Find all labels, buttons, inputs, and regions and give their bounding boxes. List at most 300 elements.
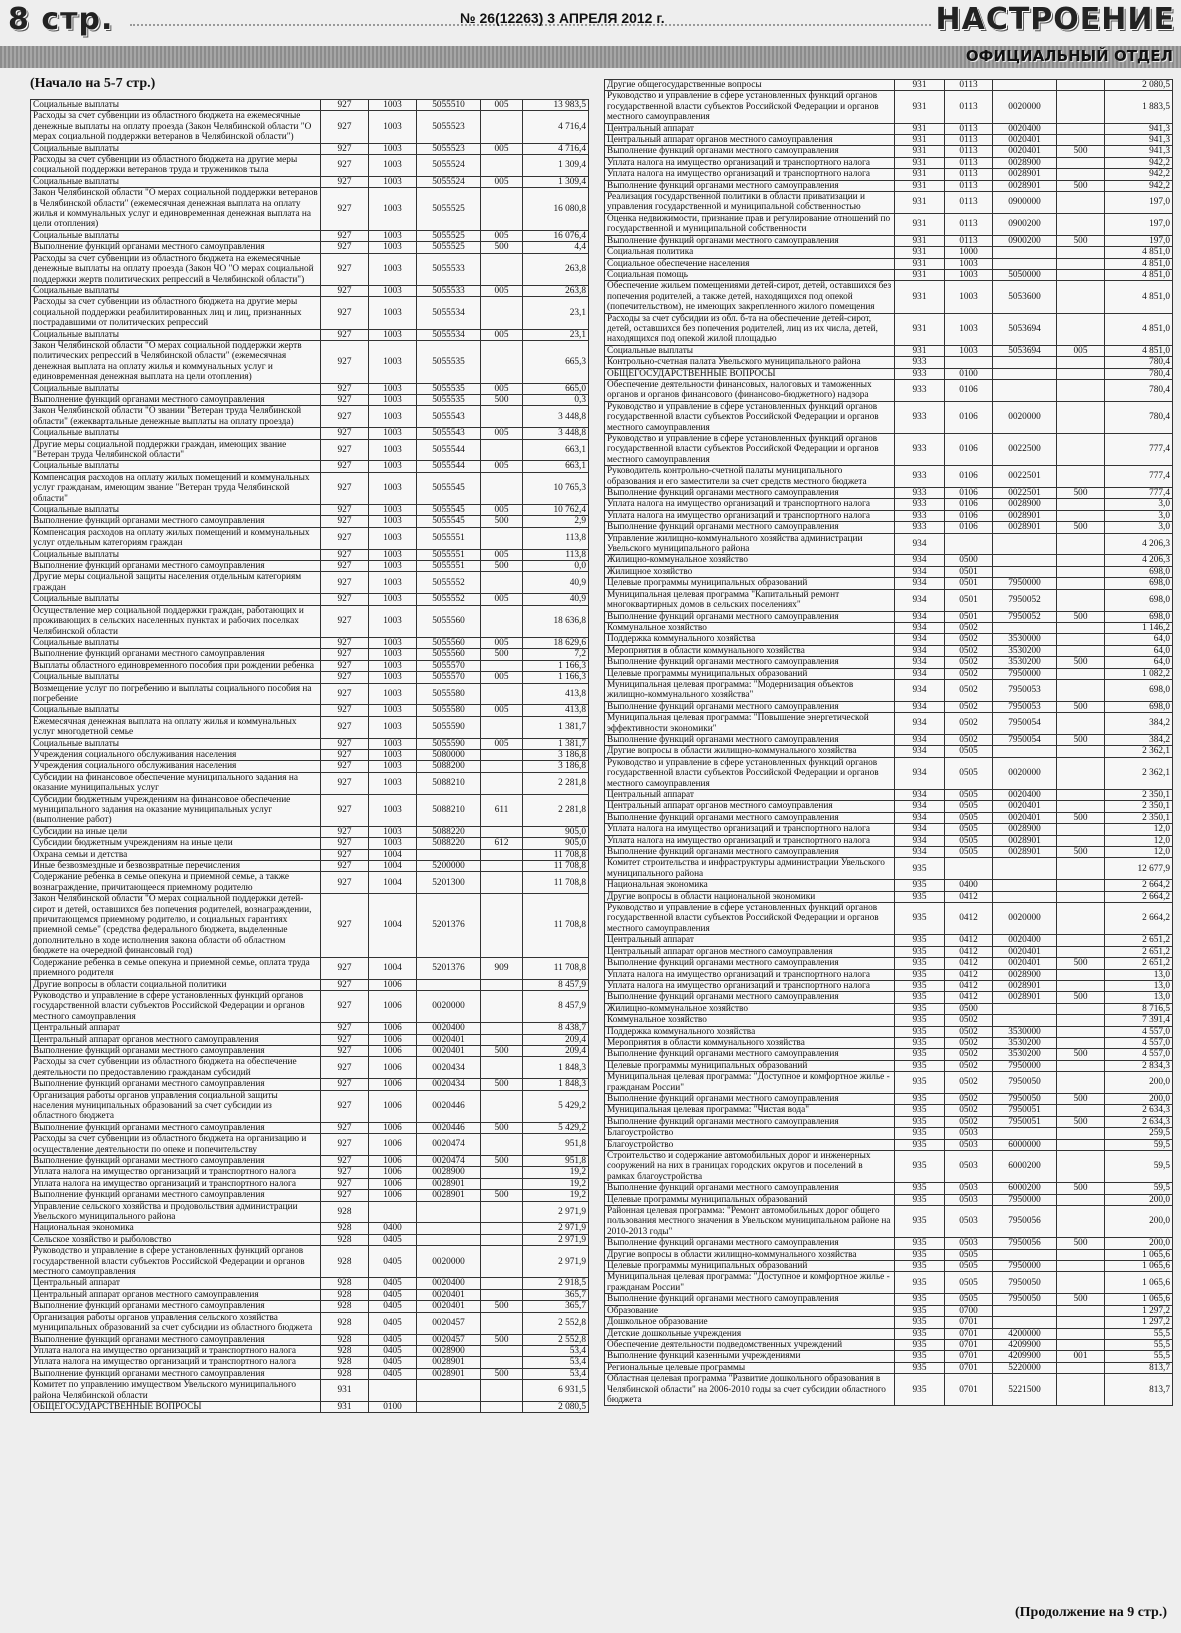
admin-code: 927 [321, 253, 369, 285]
amount: 12,0 [1105, 835, 1173, 846]
target-article [993, 379, 1057, 401]
admin-code: 927 [321, 826, 369, 837]
amount: 16 080,8 [523, 188, 589, 231]
section-code: 0701 [945, 1351, 993, 1362]
table-row [31, 838, 589, 849]
amount: 40,9 [523, 594, 589, 605]
item-name: Обеспечение деятельности финансовых, налоговых и таможенных органов и органов финансового (финансово-бюджетного) надзора [605, 379, 895, 401]
table-row [605, 668, 1173, 679]
section-code: 1006 [369, 1023, 417, 1034]
item-name: Содержание ребенка в семье опекуна и приемной семье, а также вознаграждение, причитающееся приемному родителю [31, 872, 321, 894]
target-article: 3530200 [993, 1049, 1057, 1060]
expense-type [1057, 192, 1105, 214]
admin-code: 935 [895, 1317, 945, 1328]
section-code: 1003 [369, 527, 417, 549]
target-article [993, 880, 1057, 891]
target-article: 7950050 [993, 1072, 1057, 1094]
amount: 53,4 [523, 1357, 589, 1368]
expense-type: 500 [481, 1334, 523, 1345]
amount: 2 971,9 [523, 1234, 589, 1245]
item-name: Поддержка коммунального хозяйства [605, 634, 895, 645]
item-name: Центральный аппарат [31, 1023, 321, 1034]
admin-code: 934 [895, 801, 945, 812]
item-name: Выполнение функций органами местного самоуправления [605, 522, 895, 533]
expense-type: 005 [481, 230, 523, 241]
table-row [31, 1278, 589, 1289]
expense-type [481, 297, 523, 329]
item-name: Целевые программы муниципальных образований [605, 668, 895, 679]
table-row [605, 235, 1173, 246]
table-row [605, 1351, 1173, 1362]
expense-type [1057, 891, 1105, 902]
table-row [605, 146, 1173, 157]
amount: 4 716,4 [523, 111, 589, 143]
amount: 777,4 [1105, 466, 1173, 488]
amount: 59,5 [1105, 1183, 1173, 1194]
item-name: Благоустройство [605, 1128, 895, 1139]
section-code: 1006 [369, 1122, 417, 1133]
admin-code: 927 [321, 176, 369, 187]
table-row [605, 1072, 1173, 1094]
target-article: 5201300 [417, 872, 481, 894]
amount: 259,5 [1105, 1128, 1173, 1139]
target-article [993, 80, 1057, 91]
item-name: Дошкольное образование [605, 1317, 895, 1328]
item-name: Субсидии на иные цели [31, 826, 321, 837]
section-code: 1000 [945, 247, 993, 258]
target-article [417, 1223, 481, 1234]
target-article: 0020457 [417, 1312, 481, 1334]
table-row [605, 1261, 1173, 1272]
amount: 2 362,1 [1105, 757, 1173, 789]
item-name: Субсидии бюджетным учреждениям на финансовое обеспечение муниципального задания на оказание муниципальных услуг (выполнение работ) [31, 794, 321, 826]
expense-type [481, 155, 523, 177]
amount: 1 297,2 [1105, 1305, 1173, 1316]
table-row [31, 1045, 589, 1056]
table-row [31, 957, 589, 979]
amount: 16 076,4 [523, 230, 589, 241]
admin-code: 927 [321, 100, 369, 111]
amount: 2 664,2 [1105, 903, 1173, 935]
section-code: 1003 [369, 605, 417, 637]
expense-type [481, 1201, 523, 1223]
admin-code: 934 [895, 533, 945, 555]
expense-type [481, 990, 523, 1022]
section-code: 1003 [369, 549, 417, 560]
item-name: Социальные выплаты [31, 383, 321, 394]
expense-type: 005 [481, 329, 523, 340]
admin-code: 931 [895, 123, 945, 134]
section-code: 1003 [369, 253, 417, 285]
target-article: 5055525 [417, 188, 481, 231]
item-name: Социальные выплаты [31, 176, 321, 187]
target-article: 3530000 [993, 634, 1057, 645]
section-code: 0106 [945, 401, 993, 433]
amount: 3,0 [1105, 510, 1173, 521]
amount: 263,8 [523, 253, 589, 285]
target-article: 0020401 [993, 146, 1057, 157]
table-row [31, 1401, 589, 1412]
amount: 200,0 [1105, 1093, 1173, 1104]
item-name: Выполнение функций органами местного самоуправления [605, 1116, 895, 1127]
table-row [31, 1079, 589, 1090]
table-row [605, 192, 1173, 214]
item-name: Руководство и управление в сфере установленных функций органов государственной власти субъектов Российской Федерации и органов местного самоуправления [605, 757, 895, 789]
target-article: 7950050 [993, 1093, 1057, 1104]
amount: 1 146,2 [1105, 622, 1173, 633]
admin-code: 935 [895, 1003, 945, 1014]
issue-line: № 26(12263) 3 АПРЕЛЯ 2012 г. [460, 10, 665, 26]
target-article: 0020401 [993, 801, 1057, 812]
admin-code: 928 [321, 1357, 369, 1368]
expense-type [481, 683, 523, 705]
item-name: Коммунальное хозяйство [605, 1015, 895, 1026]
item-name: Другие меры социальной защиты населения отдельным категориям граждан [31, 572, 321, 594]
admin-code: 931 [895, 80, 945, 91]
section-code: 1006 [369, 1034, 417, 1045]
expense-type: 500 [1057, 235, 1105, 246]
item-name: Выполнение функций органами местного самоуправления [605, 657, 895, 668]
item-name: Социальное обеспечение населения [605, 258, 895, 269]
target-article: 7950056 [993, 1206, 1057, 1238]
amount: 2 651,2 [1105, 958, 1173, 969]
admin-code: 931 [895, 157, 945, 168]
admin-code: 934 [895, 746, 945, 757]
table-row [605, 734, 1173, 745]
amount: 11 708,8 [523, 894, 589, 957]
amount: 813,7 [1105, 1362, 1173, 1373]
admin-code: 934 [895, 734, 945, 745]
item-name: Социальные выплаты [31, 230, 321, 241]
expense-type: 500 [481, 561, 523, 572]
admin-code: 928 [321, 1223, 369, 1234]
section-code: 1003 [369, 340, 417, 383]
item-name: Выполнение функций органами местного самоуправления [605, 958, 895, 969]
target-article: 0020400 [417, 1278, 481, 1289]
admin-code: 934 [895, 668, 945, 679]
amount: 8 438,7 [523, 1023, 589, 1034]
target-article: 5053600 [993, 281, 1057, 313]
section-code: 0405 [369, 1301, 417, 1312]
expense-type [1057, 1037, 1105, 1048]
table-row [605, 247, 1173, 258]
admin-code: 933 [895, 510, 945, 521]
amount: 200,0 [1105, 1194, 1173, 1205]
amount: 780,4 [1105, 368, 1173, 379]
table-row [31, 605, 589, 637]
admin-code: 931 [321, 1401, 369, 1412]
amount: 663,1 [523, 461, 589, 472]
section-code: 1003 [369, 683, 417, 705]
table-row [605, 935, 1173, 946]
item-name: Закон Челябинской области "О мерах социальной поддержки ветеранов в Челябинской области" (ежемесячная денежная выплата на оплату жилья и коммунальных услуг и единовременная денежная выплата на цели отопления) [31, 188, 321, 231]
amount: 4 557,0 [1105, 1037, 1173, 1048]
amount: 8 457,9 [523, 990, 589, 1022]
table-row [31, 383, 589, 394]
section-code: 1003 [369, 672, 417, 683]
table-row [605, 258, 1173, 269]
expense-type: 005 [481, 461, 523, 472]
expense-type [1057, 969, 1105, 980]
expense-type [481, 1312, 523, 1334]
table-row [605, 1183, 1173, 1194]
expense-type [1057, 668, 1105, 679]
expense-type [481, 1134, 523, 1156]
admin-code: 927 [321, 1079, 369, 1090]
section-code: 0412 [945, 891, 993, 902]
item-name: Детские дошкольные учреждения [605, 1328, 895, 1339]
amount: 13 983,5 [523, 100, 589, 111]
table-row [31, 285, 589, 296]
table-row [605, 1238, 1173, 1249]
amount: 413,8 [523, 683, 589, 705]
table-row [605, 1116, 1173, 1127]
table-row [605, 746, 1173, 757]
item-name: Социальные выплаты [31, 738, 321, 749]
table-row [605, 1362, 1173, 1373]
expense-type: 500 [481, 1079, 523, 1090]
amount: 19,2 [523, 1167, 589, 1178]
section-code [945, 533, 993, 555]
section-code: 0106 [945, 466, 993, 488]
admin-code: 928 [321, 1201, 369, 1223]
item-name: Расходы за счет субсидии из обл. б-та на обеспечение детей-сирот, детей, оставшихся без попечения родителей, лиц из их числа, детей, находящихся под опекой жилой площадью [605, 313, 895, 345]
table-row [605, 903, 1173, 935]
amount: 0,0 [523, 561, 589, 572]
admin-code: 933 [895, 522, 945, 533]
target-article: 0022501 [993, 488, 1057, 499]
target-article: 7950056 [993, 1238, 1057, 1249]
section-code: 0412 [945, 992, 993, 1003]
admin-code: 934 [895, 847, 945, 858]
section-code: 0502 [945, 1037, 993, 1048]
target-article: 5080000 [417, 749, 481, 760]
target-article [993, 746, 1057, 757]
item-name: Муниципальная целевая программа: "Чистая вода" [605, 1105, 895, 1116]
item-name: Другие вопросы в области национальной экономики [605, 891, 895, 902]
admin-code: 927 [321, 394, 369, 405]
table-row [31, 516, 589, 527]
admin-code: 927 [321, 505, 369, 516]
table-row [605, 555, 1173, 566]
amount: 1 065,6 [1105, 1294, 1173, 1305]
admin-code: 927 [321, 561, 369, 572]
admin-code: 931 [895, 235, 945, 246]
target-article: 7950052 [993, 611, 1057, 622]
target-article: 7950050 [993, 1294, 1057, 1305]
section-code: 0113 [945, 213, 993, 235]
expense-type [1057, 589, 1105, 611]
item-name: ОБЩЕГОСУДАРСТВЕННЫЕ ВОПРОСЫ [31, 1401, 321, 1412]
amount: 5 429,2 [523, 1122, 589, 1133]
section-code: 0502 [945, 1049, 993, 1060]
admin-code: 931 [895, 213, 945, 235]
table-row [31, 1312, 589, 1334]
section-code: 1003 [369, 472, 417, 504]
target-article: 7950000 [993, 1261, 1057, 1272]
section-code: 1006 [369, 1156, 417, 1167]
amount: 941,3 [1105, 146, 1173, 157]
admin-code: 927 [321, 1122, 369, 1133]
continued-to-note: (Продолжение на 9 стр.) [1015, 1605, 1167, 1620]
table-row [31, 649, 589, 660]
item-name: Целевые программы муниципальных образований [605, 578, 895, 589]
admin-code: 927 [321, 979, 369, 990]
table-row [31, 1190, 589, 1201]
admin-code: 934 [895, 645, 945, 656]
table-row [605, 1139, 1173, 1150]
admin-code: 934 [895, 566, 945, 577]
target-article: 7950054 [993, 713, 1057, 735]
table-row [605, 213, 1173, 235]
expense-type [1057, 281, 1105, 313]
table-row [605, 1060, 1173, 1071]
expense-type [1057, 1060, 1105, 1071]
budget-table-right [604, 79, 1173, 1406]
admin-code: 935 [895, 1049, 945, 1060]
item-name: Другие вопросы в области социальной политики [31, 979, 321, 990]
admin-code: 935 [895, 1037, 945, 1048]
section-code: 1003 [369, 111, 417, 143]
admin-code: 935 [895, 1194, 945, 1205]
table-row [31, 826, 589, 837]
admin-code: 927 [321, 990, 369, 1022]
section-code: 0113 [945, 135, 993, 146]
admin-code: 935 [895, 980, 945, 991]
admin-code: 927 [321, 872, 369, 894]
item-name: Содержание ребенка в семье опекуна и приемной семье, оплата труда приемного родителя [31, 957, 321, 979]
section-code [945, 357, 993, 368]
target-article: 5200000 [417, 861, 481, 872]
amount: 13,0 [1105, 992, 1173, 1003]
item-name: Другие вопросы в области жилищно-коммунального хозяйства [605, 1249, 895, 1260]
section-code: 0113 [945, 91, 993, 123]
expense-type [481, 849, 523, 860]
section-code: 1003 [369, 329, 417, 340]
expense-type: 001 [1057, 1351, 1105, 1362]
item-name: Выполнение функций органами местного самоуправления [605, 992, 895, 1003]
item-name: Центральный аппарат [31, 1278, 321, 1289]
target-article: 7950053 [993, 679, 1057, 701]
amount: 780,4 [1105, 401, 1173, 433]
section-code: 0412 [945, 958, 993, 969]
target-article [993, 555, 1057, 566]
section-code: 0701 [945, 1317, 993, 1328]
section-code: 1003 [369, 394, 417, 405]
section-code: 1003 [369, 439, 417, 461]
budget-table-left [30, 99, 589, 1413]
admin-code: 928 [321, 1334, 369, 1345]
section-code: 0503 [945, 1194, 993, 1205]
item-name: Национальная экономика [31, 1223, 321, 1234]
item-name: Выполнение функций органами местного самоуправления [605, 812, 895, 823]
item-name: Руководитель контрольно-счетной палаты муниципального образования и его заместители за счет средств местного бюджета [605, 466, 895, 488]
table-row [31, 894, 589, 957]
target-article: 5055525 [417, 230, 481, 241]
section-code: 0503 [945, 1128, 993, 1139]
amount: 365,7 [523, 1289, 589, 1300]
admin-code: 934 [895, 757, 945, 789]
amount: 263,8 [523, 285, 589, 296]
section-code: 0113 [945, 169, 993, 180]
section-code: 1004 [369, 894, 417, 957]
table-row [31, 340, 589, 383]
expense-type: 500 [1057, 992, 1105, 1003]
target-article: 0028901 [417, 1368, 481, 1379]
target-article: 5055543 [417, 406, 481, 428]
admin-code: 933 [895, 368, 945, 379]
admin-code: 935 [895, 1238, 945, 1249]
target-article: 5055560 [417, 637, 481, 648]
amount: 64,0 [1105, 634, 1173, 645]
item-name: Выполнение функций казенными учреждениями [605, 1351, 895, 1362]
section-code: 1006 [369, 1045, 417, 1056]
admin-code: 934 [895, 578, 945, 589]
section-code: 0701 [945, 1339, 993, 1350]
expense-type: 500 [481, 1368, 523, 1379]
section-code: 0113 [945, 146, 993, 157]
target-article: 7950000 [993, 578, 1057, 589]
expense-type [481, 894, 523, 957]
target-article: 5055560 [417, 649, 481, 660]
section-code: 1003 [369, 660, 417, 671]
admin-code: 927 [321, 594, 369, 605]
target-article: 0022501 [993, 466, 1057, 488]
expense-type [1057, 1272, 1105, 1294]
target-article: 5050000 [993, 269, 1057, 280]
target-article: 0020401 [417, 1045, 481, 1056]
expense-type [481, 1167, 523, 1178]
table-row [31, 772, 589, 794]
admin-code: 927 [321, 155, 369, 177]
target-article: 5053694 [993, 313, 1057, 345]
target-article [993, 1249, 1057, 1260]
table-row [605, 1194, 1173, 1205]
target-article [993, 258, 1057, 269]
item-name: Обеспечение жильем помещениями детей-сирот, детей, оставшихся без попечения родителей, а также детей, находящихся под опекой (попечительством), не имеющих закрепленного жилого помещения [605, 281, 895, 313]
admin-code: 931 [895, 258, 945, 269]
expense-type: 005 [481, 176, 523, 187]
admin-code: 927 [321, 230, 369, 241]
expense-type [481, 1234, 523, 1245]
expense-type [1057, 824, 1105, 835]
item-name: Социальные выплаты [605, 345, 895, 356]
admin-code: 927 [321, 637, 369, 648]
target-article: 5055545 [417, 505, 481, 516]
target-article: 4209900 [993, 1339, 1057, 1350]
page-header [0, 0, 1181, 70]
item-name: Социальные выплаты [31, 549, 321, 560]
amount: 698,0 [1105, 589, 1173, 611]
expense-type: 909 [481, 957, 523, 979]
admin-code: 934 [895, 713, 945, 735]
expense-type: 612 [481, 838, 523, 849]
item-name: Центральный аппарат органов местного самоуправления [605, 135, 895, 146]
section-code: 0505 [945, 790, 993, 801]
admin-code: 927 [321, 461, 369, 472]
section-code: 1003 [369, 716, 417, 738]
admin-code: 927 [321, 738, 369, 749]
expense-type [481, 749, 523, 760]
item-name: Выполнение функций органами местного самоуправления [31, 1301, 321, 1312]
admin-code: 927 [321, 605, 369, 637]
amount: 3,0 [1105, 499, 1173, 510]
table-row [605, 812, 1173, 823]
section-code: 1003 [369, 143, 417, 154]
amount: 11 708,8 [523, 957, 589, 979]
amount: 4 851,0 [1105, 247, 1173, 258]
target-article: 0028901 [993, 169, 1057, 180]
